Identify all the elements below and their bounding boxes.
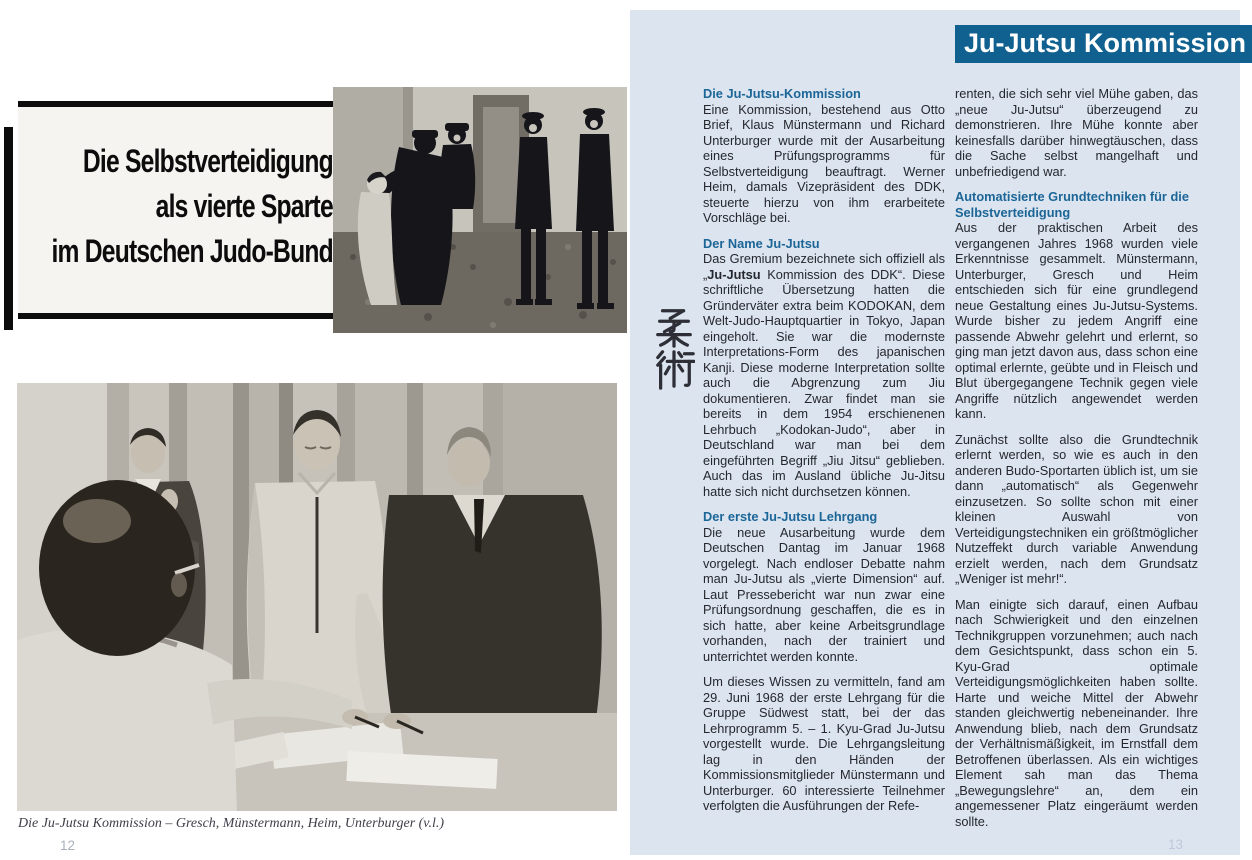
photo-commission-meeting <box>17 383 617 811</box>
section-heading-name: Der Name Ju-Jutsu <box>703 235 820 251</box>
paragraph-grundtechniken-2: Zunächst sollte also die Grundtechnik erlernt werden, so wie es auch in den anderen Budo-Sportarten üblich ist, um sie dann „automatisch“ als Gegenwehr einzusetzen. So sollte schon mit einer kleinen Auswahl von Verteidigungstechniken ein größtmöglicher Nutzeffekt durch variable Anwendung erzielt werden, nach dem Grundsatz „Weniger ist mehr!“. <box>955 431 1198 586</box>
kanji-jutsu-icon <box>653 348 695 390</box>
clipping-headline-line1: Die Selbstverteidigung <box>82 143 333 179</box>
scan-edge-artifact <box>4 127 13 330</box>
clipping-headline <box>18 139 333 274</box>
paragraph-lehrgang-1: Die neue Ausarbeitung wurde dem Deutschen Dantag im Januar 1968 vorgelegt. Nach endloser Debatte nahm man Ju-Jutsu als „vierte Dimension“ auf. Laut Pressebericht war nun zwar eine Prüfungsordnung geschaffen, die es in sich hatte, aber keine Arbeitsgrundlage vorhanden, nach der trainiert und unterrichtet werden konnte. <box>703 524 945 664</box>
kanji-ju-jutsu <box>653 306 695 390</box>
chapter-title: Ju-Jutsu Kommission <box>964 28 1247 58</box>
clipping-headline-line3: im Deutschen Judo-Bund <box>51 233 333 269</box>
section-heading-lehrgang: Der erste Ju-Jutsu Lehrgang <box>703 509 878 524</box>
text-column-left <box>703 86 945 824</box>
paragraph-name-post: Kommission des DDK“. Diese schriftliche Übersetzung hatten die Gründerväter extra beim KODOKAN, dem Welt-Judo-Hauptquartier in Tokyo, Japan eingeholt. Sie war die modernste Interpretations-Form des japanischen Kanji. Diese moderne Interpretation sollte auch die Abgrenzung zum Jiu dokumentieren. Zwar findet man sie bereits in dem 1954 erschienenen Lehrbuch „Kodokan-Judo“, aber in Deutschland war man bei dem eingeführten Begriff „Jiu Jitsu“ geblieben. Auch das im Ausland übliche Ju-Jitsu hatte sich nicht durchsetzen können. <box>703 266 945 499</box>
paragraph-name-bold: Ju-Jutsu <box>707 266 761 282</box>
paragraph-name <box>703 251 945 499</box>
photo-caption: Die Ju-Jutsu Kommission – Gresch, Münstermann, Heim, Unterburger (v.l.) <box>18 816 445 831</box>
section-heading-grundtechniken: Automatisierte Grundtechniken für die Selbstverteidigung <box>955 189 1189 220</box>
paragraph-grundtechniken-3: Man einigte sich darauf, einen Aufbau nach Schwierigkeit und den einzelnen Technikgruppen vorzunehmen; auch nach dem Gesichtspunkt, dass schon ein 5. Kyu-Grad optimale Verteidigungsmöglichkeiten haben sollte. Harte und weiche Mittel der Abwehr standen gleichwertig nebeneinander. Ihre Anwendung blieb, nach dem Grundsatz der Verhältnismäßigkeit, im Ernstfall dem Betroffenen überlassen. Als ein wichtiges Element sah man das Thema „Bewegungslehre“ an, dem ein angemessener Platz eingeräumt werden sollte. <box>955 596 1198 829</box>
chapter-header-bar <box>955 25 1252 63</box>
clipping-headline-line2: als vierte Sparte <box>155 188 333 224</box>
section-heading-kommission: Die Ju-Jutsu-Kommission <box>703 86 861 101</box>
paragraph-lehrgang-2: Um dieses Wissen zu vermitteln, fand am 29. Juni 1968 der erste Lehrgang für die Gruppe Südwest statt, bei der das Lehrprogramm 5. – 1. Kyu-Grad Ju-Jutsu vorgestellt wurde. Die Lehrgangsleitung lag in den Händen der Kommissionsmitglieder Münstermann und Unterburger. 60 interessierte Teilnehmer verfolgten die Ausführungen der Refe- <box>703 674 945 813</box>
paragraph-referenten: renten, die sich sehr viel Mühe gaben, das „neue Ju-Jutsu“ überzeugend zu demonstrieren. Ihre Mühe konnte aber keinesfalls darüber hinwegtäuschen, dass die Sache selbst mangelhaft und unbefriedigend war. <box>955 86 1198 179</box>
text-column-right <box>955 86 1198 839</box>
paragraph-grundtechniken-1: Aus der praktischen Arbeit des vergangenen Jahres 1968 wurden viele Erkenntnisse gesammelt. Münstermann, Unterburger, Gresch und Heim entschieden sich für eine grundlegend neue Gestaltung eines Ju-Jutsu-Systems. Wurde bisher zu jedem Angriff eine passende Abwehr gelehrt und erlernt, so ging man jetzt davon aus, dass schon eine optimal erlernte, geübte und in Fleisch und Blut übergegangene Technik gegen viele Angriffe nützlich angewendet werden kann. <box>955 220 1198 421</box>
photo-police-self-defense-demonstration <box>333 87 627 333</box>
paragraph-kommission: Eine Kommission, bestehend aus Otto Brief, Klaus Münstermann und Richard Unterburger wurde mit der Ausarbeitung eines Prüfungsprogramms für Selbstverteidigung beauftragt. Werner Heim, damals Vizepräsident des DDK, steuerte hierzu von ihm erarbeitete Vorschläge bei. <box>703 101 945 225</box>
kanji-ju-icon <box>653 306 695 348</box>
page-number-left: 12 <box>60 838 76 853</box>
page-number-right: 13 <box>1168 837 1184 852</box>
newspaper-clipping <box>18 101 333 319</box>
paragraph-name-pre: Das Gremium bezeichnete sich offiziell als „ <box>703 251 945 282</box>
